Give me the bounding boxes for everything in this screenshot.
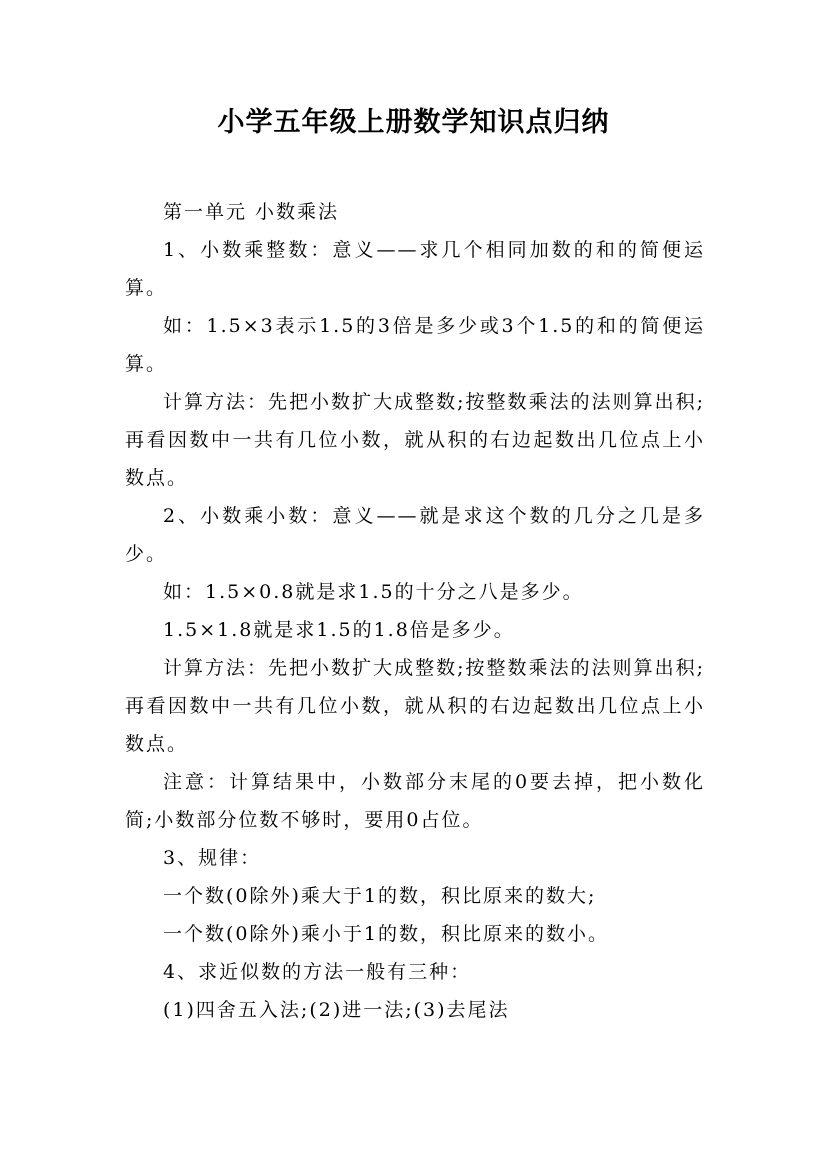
paragraph: 4、求近似数的方法一般有三种： [163,961,472,983]
paragraph: 计算方法：先把小数扩大成整数;按整数乘法的法则算出积;再看因数中一共有几位小数，就从积的右边起数出几位点上小数点。 [125,657,705,755]
paragraph: 计算方法：先把小数扩大成整数;按整数乘法的法则算出积;再看因数中一共有几位小数，就从积的右边起数出几位点上小数点。 [125,391,705,489]
paragraph: 1.5×1.8就是求1.5的1.8倍是多少。 [163,619,515,641]
paragraph: 2、小数乘小数：意义——就是求这个数的几分之几是多少。 [125,505,705,565]
paragraph: (1)四舍五入法;(2)进一法;(3)去尾法 [163,999,510,1021]
paragraph: 如：1.5×3表示1.5的3倍是多少或3个1.5的和的简便运算。 [125,315,705,375]
paragraph: 1、小数乘整数：意义——求几个相同加数的和的简便运算。 [125,239,705,299]
document-body [125,193,705,1029]
document-title: 小学五年级上册数学知识点归纳 [217,107,610,138]
paragraph: 3、规律： [163,847,262,869]
paragraph: 如：1.5×0.8就是求1.5的十分之八是多少。 [163,581,584,603]
paragraph: 一个数(0除外)乘大于1的数，积比原来的数大; [163,885,597,907]
unit-heading: 第一单元 小数乘法 [163,201,340,223]
paragraph: 注意：计算结果中，小数部分末尾的0要去掉，把小数化简;小数部分位数不够时，要用0占位。 [125,771,705,831]
paragraph: 一个数(0除外)乘小于1的数，积比原来的数小。 [163,923,610,945]
